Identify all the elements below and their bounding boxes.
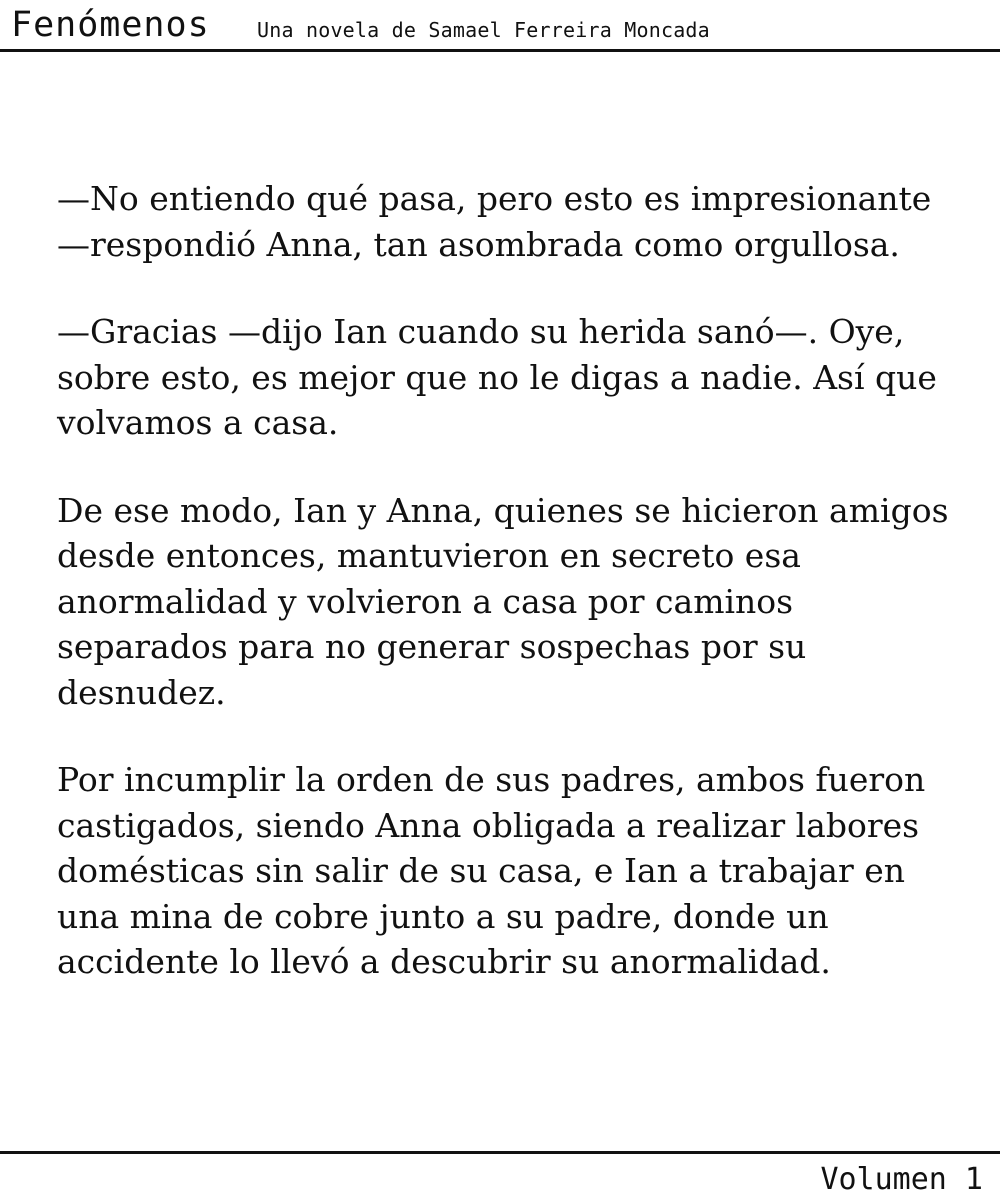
paragraph-2: —Gracias —dijo Ian cuando su herida sanó—. Oye, sobre esto, es mejor que no le digas a nadie. Así que volvamos a casa. — [57, 312, 937, 442]
paragraph-4: Por incumplir la orden de sus padres, ambos fueron castigados, siendo Anna obligada a realizar labores domésticas sin salir de su casa, e Ian a trabajar en una mina de cobre junto a su padre, donde un accidente lo llevó a descubrir su anormalidad. — [57, 760, 926, 981]
volume-label: Volumen 1 — [820, 1162, 983, 1197]
page-footer — [0, 1151, 1000, 1200]
paragraph-3: De ese modo, Ian y Anna, quienes se hicieron amigos desde entonces, mantuvieron en secreto esa anormalidad y volvieron a casa por caminos separados para no generar sospechas por su desnudez. — [57, 490, 949, 712]
paragraph-1: —No entiendo qué pasa, pero esto es impresionante —respondió Anna, tan asombrada como orgullosa. — [57, 179, 932, 264]
book-title: Fenómenos — [11, 5, 210, 45]
page-header — [0, 0, 1000, 52]
book-subtitle: Una novela de Samael Ferreira Moncada — [257, 18, 710, 42]
page-body — [57, 176, 957, 985]
